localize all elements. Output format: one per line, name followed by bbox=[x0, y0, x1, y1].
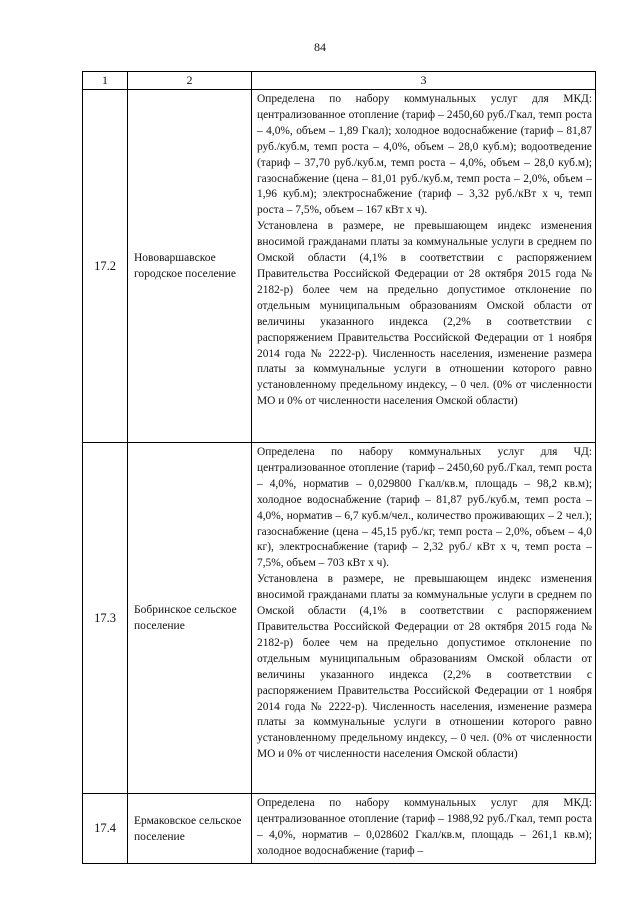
municipality-name: Нововаршавское городское поселение bbox=[128, 90, 252, 443]
table-row bbox=[83, 794, 596, 864]
description-cell bbox=[252, 443, 596, 794]
description-paragraph: Определена по набору коммунальных услуг для МКД: централизованное отопление (тариф – 1988,92 руб./Гкал, темп роста – 4,0%, норматив – 0,028602 Гкал/кв.м, площадь – 261,1 кв.м); холодное водоснабжение (тариф – bbox=[257, 797, 592, 857]
description-paragraph: Определена по набору коммунальных услуг для ЧД: централизованное отопление (тариф – 2450,60 руб./Гкал, темп роста – 4,0%, норматив – 0,029800 Гкал/кв.м, площадь – 98,2 кв.м); холодное водоснабжение (тариф – 81,87 руб./куб.м, темп роста – 4,0%, норматив – 6,7 куб.м/чел., количество проживающих – 2 чел.); газоснабжение (цена – 45,15 руб./кг, темп роста – 2,0%, объем – 4,0 кг), электроснабжение (тариф – 2,32 руб./ кВт х ч, темп роста – 7,5%, объем – 703 кВт х ч). bbox=[257, 446, 592, 570]
description-paragraph: Установлена в размере, не превышающем индекс изменения вносимой гражданами платы за коммунальные услуги в среднем по Омской области (4,1% в соответствии с распоряжением Правительства Российской Федерации от 28 октября 2015 года № 2182-р) более чем на предельно допустимое отклонение по отдельным муниципальным образованиям Омской области от величины указанного индекса (2,2% в соответствии с распоряжением Правительства Российской Федерации от 1 ноября 2014 года № 2222-р). Численность населения, изменение размера платы за коммунальные услуги в отношении которого равно установленному предельному индексу, – 0 чел. (0% от численности МО и 0% от численности населения Омской области) bbox=[257, 220, 592, 408]
municipality-name: Ермаковское сельское поселение bbox=[128, 794, 252, 864]
row-number: 17.2 bbox=[83, 90, 128, 443]
table-row bbox=[83, 90, 596, 443]
page-number: 84 bbox=[314, 40, 326, 54]
column-header-3: 3 bbox=[252, 72, 596, 90]
table-row bbox=[83, 443, 596, 794]
table-header bbox=[83, 72, 596, 90]
description-cell bbox=[252, 90, 596, 443]
column-header-1: 1 bbox=[83, 72, 128, 90]
description-paragraph: Определена по набору коммунальных услуг для МКД: централизованное отопление (тариф – 2450,60 руб./Гкал, темп роста – 4,0%, объем – 1,89 Гкал); холодное водоснабжение (тариф – 81,87 руб./куб.м, темп роста – 4,0%, объем – 28,0 куб.м); водоотведение (тариф – 37,70 руб./куб.м, темп роста – 4,0%, объем – 28,0 куб.м); газоснабжение (цена – 81,01 руб./куб.м, темп роста – 2,0%, объем – 1,96 куб.м); электроснабжение (тариф – 3,32 руб./кВт х ч, темп роста – 7,5%, объем – 167 кВт х ч). bbox=[257, 93, 592, 217]
municipality-name: Бобринское сельское поселение bbox=[128, 443, 252, 794]
row-number: 17.4 bbox=[83, 794, 128, 864]
tariff-table bbox=[82, 71, 596, 864]
row-number: 17.3 bbox=[83, 443, 128, 794]
column-header-2: 2 bbox=[128, 72, 252, 90]
description-cell bbox=[252, 794, 596, 864]
description-paragraph: Установлена в размере, не превышающем индекс изменения вносимой гражданами платы за коммунальные услуги в среднем по Омской области (4,1% в соответствии с распоряжением Правительства Российской Федерации от 28 октября 2015 года № 2182-р) более чем на предельно допустимое отклонение по отдельным муниципальным образованиям Омской области от величины указанного индекса (2,2% в соответствии с распоряжением Правительства Российской Федерации от 1 ноября 2014 года № 2222-р). Численность населения, изменение размера платы за коммунальные услуги в отношении которого равно установленному предельному индексу, – 0 чел. (0% от численности МО и 0% от численности населения Омской области) bbox=[257, 573, 592, 761]
